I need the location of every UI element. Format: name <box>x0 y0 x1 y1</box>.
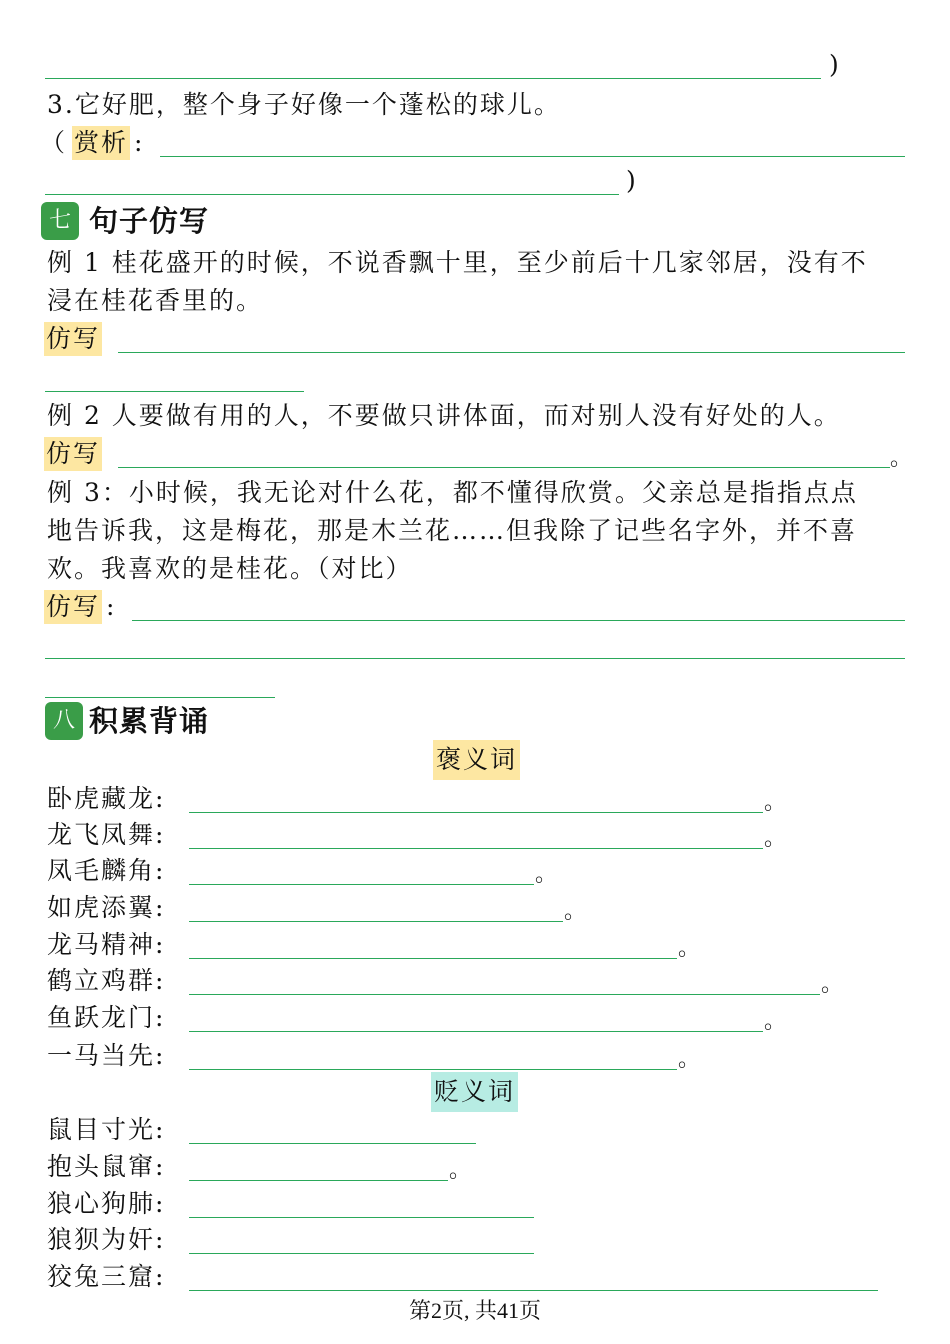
idiom-label: 狡兔三窟: <box>47 1262 166 1291</box>
answer-line[interactable] <box>189 921 563 922</box>
idiom-label: 龙马精神: <box>47 930 166 959</box>
imitate-label: 仿写 <box>44 322 102 356</box>
answer-line[interactable] <box>45 194 619 195</box>
answer-line[interactable] <box>45 658 905 659</box>
example-3-line-1: 例 3：小时候，我无论对什么花，都不懂得欣赏。父亲总是指指点点 <box>47 478 858 507</box>
idiom-label: 卧虎藏龙: <box>47 784 166 813</box>
answer-line[interactable] <box>189 1290 878 1291</box>
section-7-badge: 七 <box>41 202 79 240</box>
answer-line[interactable] <box>45 391 304 392</box>
answer-line[interactable] <box>189 958 677 959</box>
answer-line[interactable] <box>160 156 905 157</box>
page-number: 第2页, 共41页 <box>408 1298 541 1323</box>
idiom-label: 一马当先: <box>47 1041 166 1070</box>
period: 。 <box>764 790 787 815</box>
example-3-line-3: 欢。我喜欢的是桂花。（对比） <box>47 554 413 583</box>
period: 。 <box>564 899 587 924</box>
idiom-label: 凤毛麟角: <box>47 856 166 885</box>
idiom-label: 鼠目寸光: <box>47 1115 166 1144</box>
idiom-label: 鹤立鸡群: <box>47 966 166 995</box>
period: 。 <box>764 1009 787 1034</box>
answer-line[interactable] <box>189 884 534 885</box>
answer-line[interactable] <box>118 352 905 353</box>
section-8-badge: 八 <box>45 702 83 740</box>
idiom-label: 狼狈为奸: <box>47 1225 166 1254</box>
answer-line[interactable] <box>189 812 763 813</box>
answer-line[interactable] <box>189 1031 763 1032</box>
period: 。 <box>449 1158 472 1183</box>
answer-line[interactable] <box>45 697 275 698</box>
imitate-label: 仿写 <box>44 437 102 471</box>
idiom-label: 如虎添翼: <box>47 893 166 922</box>
period: 。 <box>890 446 913 471</box>
answer-line[interactable] <box>189 1217 534 1218</box>
positive-words-heading: 褒义词 <box>433 740 520 780</box>
open-paren: （ <box>40 128 68 157</box>
idiom-label: 抱头鼠窜: <box>47 1152 166 1181</box>
close-paren: ) <box>829 50 841 79</box>
answer-line[interactable] <box>189 1143 476 1144</box>
example-3-line-2: 地告诉我，这是梅花，那是木兰花……但我除了记些名字外，并不喜 <box>47 516 858 545</box>
example-1-line-1: 例 1 桂花盛开的时候，不说香飘十里，至少前后十几家邻居，没有不 <box>47 248 868 277</box>
answer-line[interactable] <box>118 467 890 468</box>
idiom-label: 鱼跃龙门: <box>47 1003 166 1032</box>
answer-line[interactable] <box>189 1180 448 1181</box>
period: 。 <box>678 936 701 961</box>
sentence-3: 3.它好肥，整个身子好像一个蓬松的球儿。 <box>47 90 561 119</box>
example-2: 例 2 人要做有用的人，不要做只讲体面，而对别人没有好处的人。 <box>47 401 841 430</box>
appreciation-label: 赏析 <box>72 126 130 160</box>
section-7-title: 句子仿写 <box>89 204 210 238</box>
answer-line[interactable] <box>45 78 821 79</box>
period: 。 <box>764 826 787 851</box>
answer-line[interactable] <box>189 848 763 849</box>
period: 。 <box>821 972 844 997</box>
idiom-label: 龙飞凤舞: <box>47 820 166 849</box>
answer-line[interactable] <box>189 994 820 995</box>
period: 。 <box>678 1047 701 1072</box>
idiom-label: 狼心狗肺: <box>47 1189 166 1218</box>
negative-words-heading: 贬义词 <box>431 1072 518 1112</box>
answer-line[interactable] <box>189 1069 677 1070</box>
colon: : <box>134 128 145 157</box>
close-paren: ) <box>626 166 638 195</box>
period: 。 <box>535 862 558 887</box>
answer-line[interactable] <box>132 620 905 621</box>
answer-line[interactable] <box>189 1253 534 1254</box>
imitate-label: 仿写 <box>44 590 102 624</box>
colon: : <box>106 592 117 621</box>
section-8-title: 积累背诵 <box>89 704 210 738</box>
example-1-line-2: 浸在桂花香里的。 <box>47 286 264 315</box>
